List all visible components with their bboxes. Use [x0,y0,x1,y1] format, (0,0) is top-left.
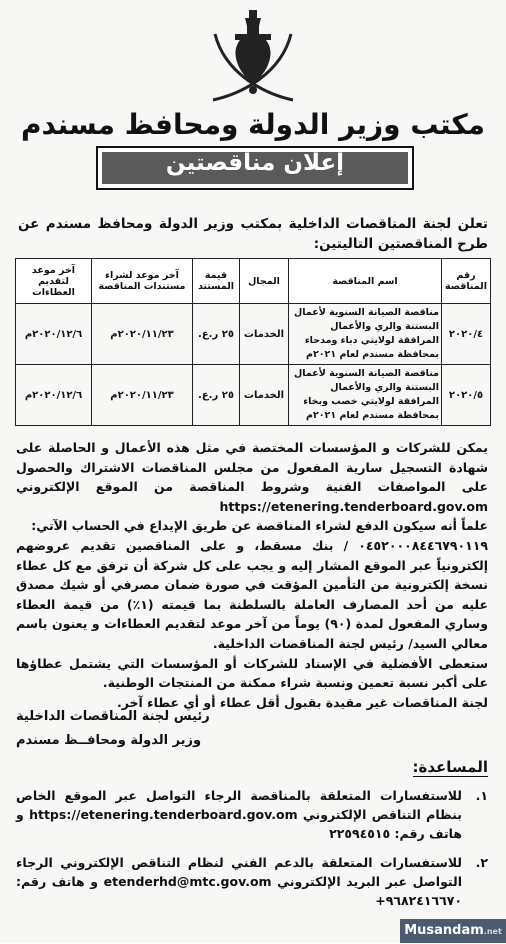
support-email-link[interactable]: etenderhd@mtc.gov.om [103,874,272,889]
tender-purchase-date: ٢٠٢٠/١١/٢٣م [92,304,193,365]
list-item: ٢. للاستفسارات المتعلقة بالدعم الفني لنظام التناقص الإلكتروني الرجاء التواصل عبر البريد الإلكتروني etenderhd@mtc.gov.om و هاتف رقم: ٩٦٨٢٤١٦٦٧٠+ [16,855,488,908]
tender-field: الخدمات [240,365,289,426]
tender-price: ٢٥ ر.ع. [193,304,240,365]
list-item: ١. للاستفسارات المتعلقة بالمناقصة الرجاء التواصل عبر الموقع الخاص بنظام التناقص الإلكتروني https://etenering.tenderboard.gov.om و هاتف رقم: ٢٢٥٩٤٥١٥ [16,788,488,841]
tender-no: ٢٠٢٠/٥ [442,365,491,426]
tender-price: ٢٥ ر.ع. [193,365,240,426]
col-purchase-deadline: آخر موعد لشراء مستندات المناقصة [92,259,193,304]
help-website-link[interactable]: https://etenering.tenderboard.gov.om [29,807,298,822]
col-doc-price: قيمة المستند [193,259,240,304]
eligibility-paragraph: يمكن للشركات و المؤسسات المختصة في مثل هذه الأعمال و الحاصلة على شهادة التسجيل سارية المفعول من مجلس المناقصات الاشتراك والحصول على المواصفات الفنية وشروط المناقصة من الموقع الإلكتروني https://etenering.tenderboard.gov.om [16,440,488,514]
tenders-table [15,258,491,426]
signature-block [16,705,486,753]
tender-purchase-date: ٢٠٢٠/١١/٢٣م [92,365,193,426]
account-number: ٠٤٥٢٠٠٠٨٤٤٦٧٩٠١١٩ [358,537,488,553]
tender-website-link[interactable]: https://etenering.tenderboard.gov.om [219,498,488,514]
announcement-banner [96,146,414,190]
signature-line-1: رئيس لجنة المناقصات الداخلية [16,709,210,724]
col-tender-no: رقم المناقصة [442,259,491,304]
table-row [16,365,491,426]
help-heading: المساعدة: [412,758,488,776]
site-watermark: Musandam.net [400,919,506,943]
table-header-row [16,259,491,304]
banner-text: إعلان مناقصتين [165,150,345,176]
preference-paragraph: ستعطى الأفضلية في الإسناد للشركات أو المؤسسات التي يشتمل عطاؤها على أكبر نسبة تعمين ونسبة شراء ممكنة من المنتجات الوطنية. [16,655,488,691]
office-title: مكتب وزير الدولة ومحافظ مسندم [20,108,486,141]
tender-name: مناقصة الصيانة السنوية لأعمال البستنة والري والأعمال المرافقة لولايتي خصب وبخاء بمحافظة مسندم لعام ٢٠٢١م [289,365,442,426]
payment-paragraph: علماً أنه سيكون الدفع لشراء المناقصة عن طريق الإيداع في الحساب الآتي: [31,518,488,534]
account-paragraph: ٠٤٥٢٠٠٠٨٤٤٦٧٩٠١١٩ / بنك مسقط، و على المناقصين تقديم عروضهم إلكترونياً عبر الموقع المشار إليه و يجب على كل شركة أن ترفق مع كل عطاء نسخة إلكترونية من التأمين المؤقت في صورة ضمان مصرفي أو شيك مصدق عليه من أحد المصارف العاملة بالسلطنة بما قيمته (١٪) من قيمة العطاء وساري المفعول لمدة (٩٠) يوماً من آخر موعد لتقديم العطاءات و يعنون باسم معالي السيد/ رئيس لجنة المناقصات الداخلية. [16,537,488,651]
tender-submit-date: ٢٠٢٠/١٢/٦م [16,304,92,365]
tender-field: الخدمات [240,304,289,365]
col-field: المجال [240,259,289,304]
col-tender-name: اسم المناقصة [289,259,442,304]
committee-note: لجنة المناقصات غير مقيدة بقبول أقل عطاء أو أي عطاء آخر. [117,694,488,710]
signature-line-2: وزير الدولة ومحافــظ مسندم [16,733,202,748]
tender-name: مناقصة الصيانة السنوية لأعمال البستنة والري والأعمال المرافقة لولايتي دباء ومدحاء بمحافظة مسندم لعام ٢٠٢١م [289,304,442,365]
table-row [16,304,491,365]
help-list [16,786,488,920]
notice-body [16,438,488,712]
tender-no: ٢٠٢٠/٤ [442,304,491,365]
col-submit-deadline: آخر موعد لتقديم العطاءات [16,259,92,304]
tender-submit-date: ٢٠٢٠/١٢/٦م [16,365,92,426]
oman-emblem-icon [205,4,301,108]
intro-paragraph: تعلن لجنة المناقصات الداخلية بمكتب وزير الدولة ومحافظ مسندم عن طرح المناقصتين التاليتين: [18,216,488,252]
